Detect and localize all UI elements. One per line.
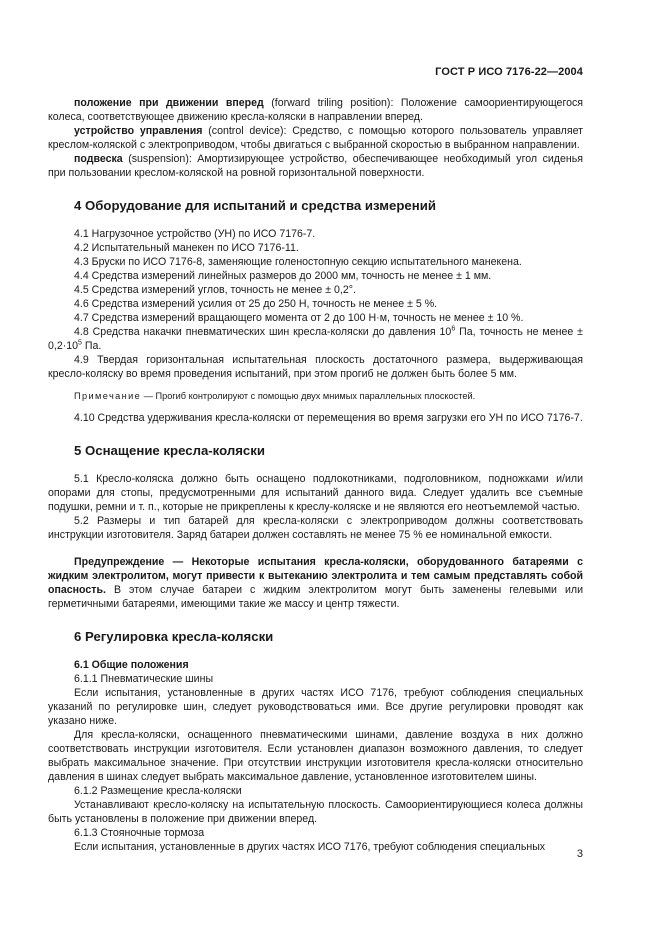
text-run: 4.8 Средства накачки пневматических шин кресла-коляски до давления 10 (74, 326, 452, 338)
term: положение при движении вперед (74, 97, 264, 109)
note (48, 389, 583, 403)
section-6-heading: 6 Регулировка кресла-коляски (74, 629, 274, 644)
paragraph-5-2: 5.2 Размеры и тип батарей для кресла-коляски с электроприводом должны соответствовать инструкции изготовителя. Заряд батареи должен составлять не менее 75 % ее номинальной емкости. (48, 515, 583, 541)
term: устройство управления (74, 125, 203, 137)
subsection-6-1-heading: 6.1 Общие положения (74, 659, 189, 671)
warning-paragraph (48, 555, 583, 611)
subsection-6-1-3-heading: 6.1.3 Стояночные тормоза (74, 827, 205, 839)
subsection-6-1-2-heading: 6.1.2 Размещение кресла-коляски (74, 785, 242, 797)
warning-text: В этом случае батареи с жидким электролитом могут быть заменены гелевыми или герметичными батареями, имеющими такие же массу и центр тяжести. (48, 584, 583, 610)
page-number: 3 (576, 848, 583, 860)
paragraph: Если испытания, установленные в других частях ИСО 7176, требуют соблюдения специальных (74, 841, 546, 853)
document-code-header: ГОСТ Р ИСО 7176-22—2004 (435, 66, 583, 78)
list-item: 4.4 Средства измерений линейных размеров до 2000 мм, точность не менее ± 1 мм. (74, 270, 492, 282)
list-item: 4.9 Твердая горизонтальная испытательная плоскость достаточного размера, выдерживающая кресло-коляску во время проведения испытаний, при этом прогиб не должен быть более 5 мм. (48, 354, 583, 380)
paragraph: Для кресла-коляски, оснащенного пневматическими шинами, давление воздуха в них должно соответствовать инструкции изготовителя. Если установлен диапазон возможного давления, то следует выбрать максимальное значение. При отсутствии инструкции изготовителя кресла-коляски относительно давления в шинах следует выбрать максимальное давление, установленное изготовителем шины. (48, 729, 583, 783)
paragraph: Устанавливают кресло-коляску на испытательную плоскость. Самоориентирующиеся колеса должны быть установлены в положение при движении вперед. (48, 799, 583, 825)
page-body (48, 96, 583, 854)
note-text: — Прогиб контролируют с помощью двух мнимых параллельных плоскостей. (141, 391, 476, 401)
list-item: 4.5 Средства измерений углов, точность не менее ± 0,2°. (74, 284, 356, 296)
note-label: Примечание (74, 391, 142, 401)
definition-suspension (48, 152, 583, 180)
list-item: 4.3 Бруски по ИСО 7176-8, заменяющие голеностопную секцию испытательного манекена. (74, 256, 522, 268)
section-5-heading: 5 Оснащение кресла-коляски (74, 443, 265, 458)
list-item: 4.10 Средства удерживания кресла-коляски от перемещения во время загрузки его УН по ИСО 7176-7. (74, 412, 583, 424)
term-definition: (suspension): Амортизирующее устройство, обеспечивающее необходимый угол сиденья при пользовании креслом-коляской на ровной горизонтальной поверхности. (48, 153, 583, 179)
term: подвеска (74, 153, 123, 165)
paragraph: Если испытания, установленные в других частях ИСО 7176, требуют соблюдения специальных указаний по регулировке шин, следует руководствоваться ими. Все другие регулировки проводят как указано ниже. (48, 687, 583, 727)
paragraph-5-1: 5.1 Кресло-коляска должно быть оснащено подлокотниками, подголовником, подножками и/или опорами для стопы, предусмотренными для испытаний данного вида. Следует удалить все съемные подушки, ремни и т. п., которые не прикреплены к креслу-коляске и не являются его неотъемлемой частью. (48, 473, 583, 513)
definition-control-device (48, 124, 583, 152)
definition-forward-trailing (48, 96, 583, 124)
text-run: Па. (81, 340, 102, 352)
text-run: Па, точность не менее ± 0,2·10 (48, 326, 583, 352)
list-item: 4.1 Нагрузочное устройство (УН) по ИСО 7176-7. (74, 228, 316, 240)
warning-bold-text: Предупреждение — Некоторые испытания кресла-коляски, оборудованного батареями с жидким электролитом, могут привести к вытеканию электролита и тем самым представлять собой опасность. (48, 556, 583, 596)
term-definition: (control device): Средство, с помощью которого пользователь управляет креслом-коляской с электроприводом, чтобы двигаться с выбранной скоростью в выбранном направлении. (48, 125, 583, 151)
term-definition: (forward triling position): Положение самоориентирующегося колеса, соответствующее движению кресла-коляски в направлении вперед. (48, 97, 583, 123)
section-4-heading: 4 Оборудование для испытаний и средства измерений (74, 198, 436, 213)
list-item: 4.7 Средства измерений вращающего момента от 2 до 100 Н·м, точность не менее ± 10 %. (74, 312, 524, 324)
list-item-4-8 (48, 325, 583, 353)
superscript: 6 (451, 325, 456, 333)
superscript: 5 (78, 339, 82, 347)
list-item: 4.2 Испытательный манекен по ИСО 7176-11. (74, 242, 299, 254)
list-item: 4.6 Средства измерений усилия от 25 до 250 Н, точность не менее ± 5 %. (74, 298, 438, 310)
subsection-6-1-1-heading: 6.1.1 Пневматические шины (74, 673, 214, 685)
